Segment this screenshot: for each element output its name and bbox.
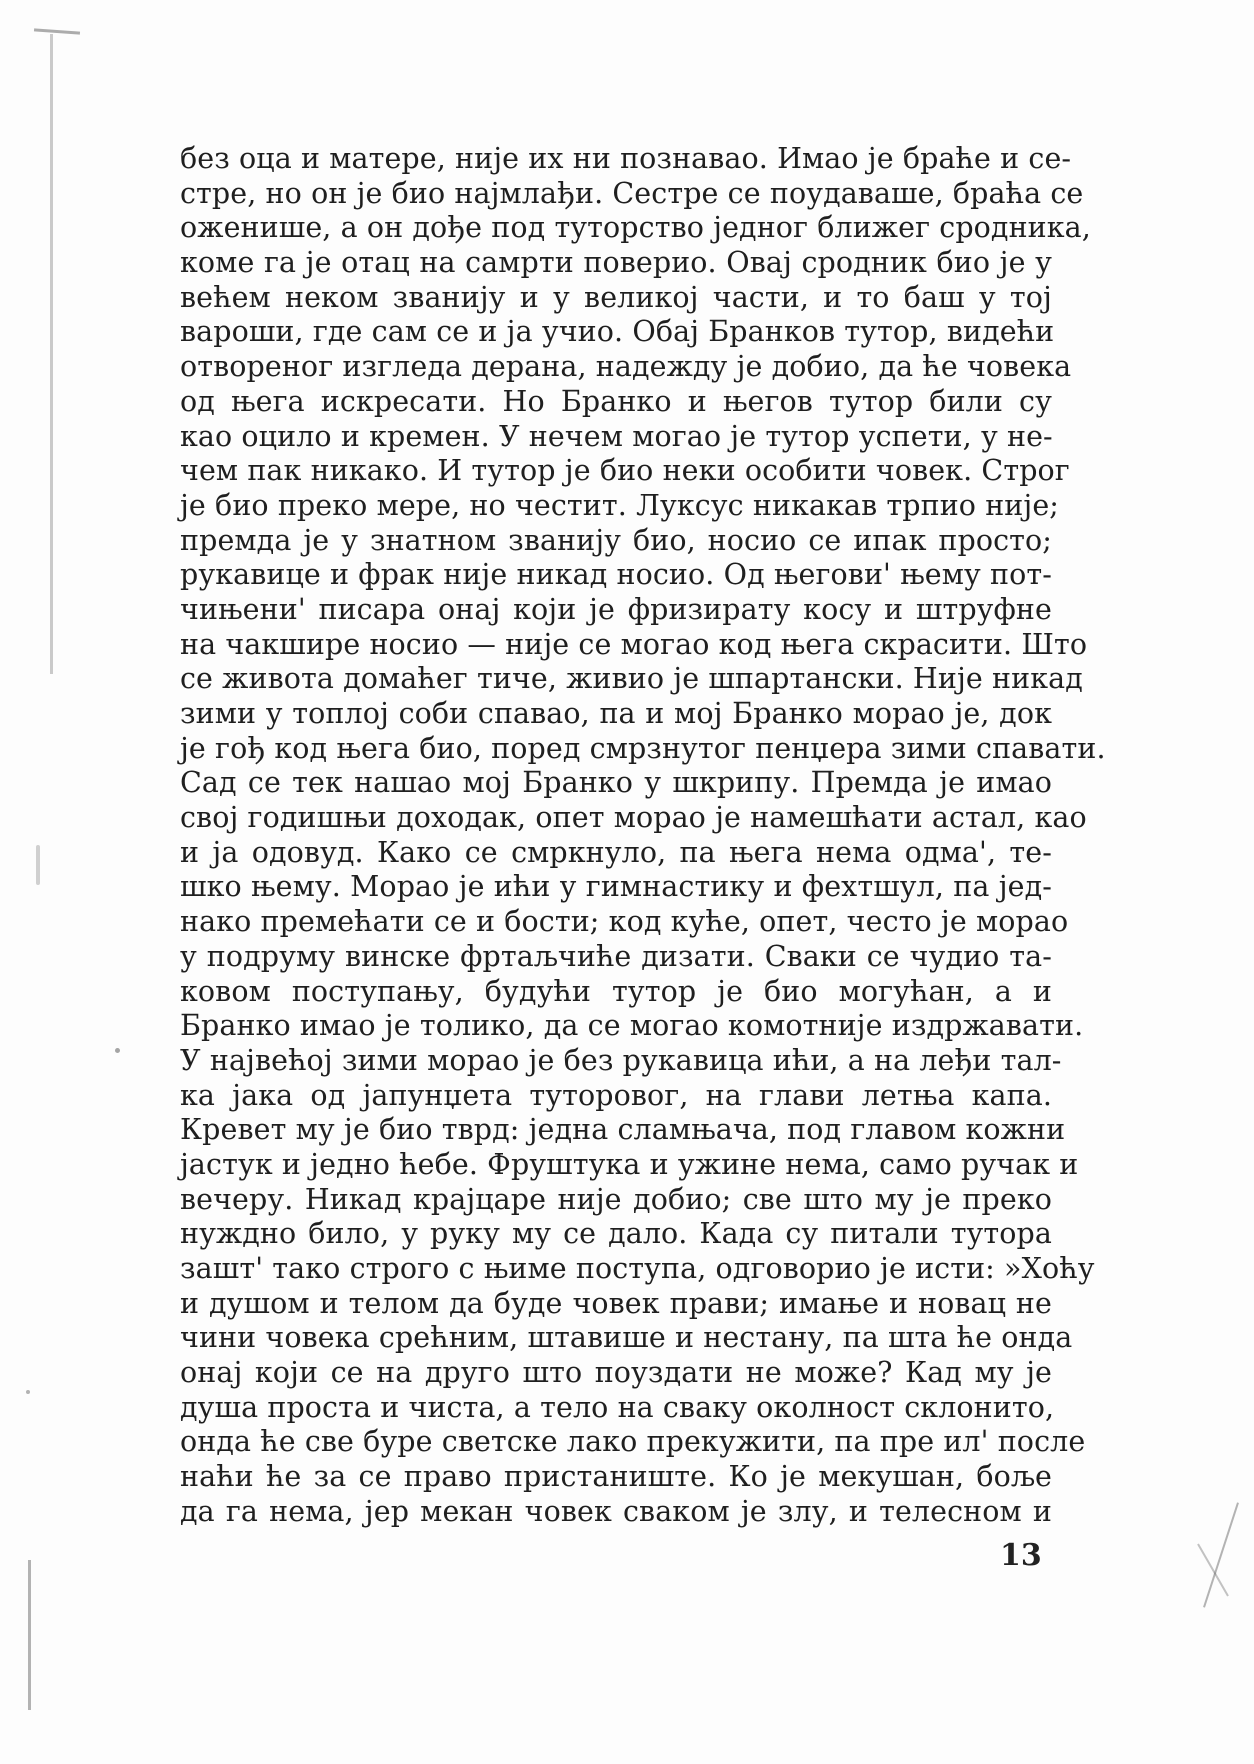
- text-line: коме га је отац на самрти поверио. Овај сродник био је у: [180, 246, 1052, 280]
- text-line: је гођ код њега био, поред смрзнутог пенџера зими спавати.: [180, 731, 1106, 765]
- text-line: је био преко мере, но честит. Луксус никакав трпио није;: [180, 488, 1059, 522]
- body-text: [180, 142, 1106, 1530]
- text-line: Бранко имао је толико, да се могао комотније издржавати.: [180, 1009, 1084, 1043]
- scan-speck: [26, 1390, 30, 1394]
- scan-edge-mark: [34, 28, 80, 34]
- text-line: чем пак никако. И тутор је био неки особити човек. Строг: [180, 454, 1070, 488]
- text-line: премда је у знатном званију био, носио се ипак просто;: [180, 523, 1052, 557]
- text-line: душа проста и чиста, а тело на сваку околност склонито,: [180, 1390, 1055, 1424]
- text-line: се живота домаћег тиче, живио је шпартански. Није никад: [180, 662, 1083, 696]
- text-line: нако премећати се и бости; код куће, опет, често је морао: [180, 905, 1069, 939]
- text-line: већем неком званију и у великој части, и то баш у тој: [180, 280, 1052, 314]
- text-line: свој годишњи доходак, опет морао је намешћати астал, као: [180, 801, 1087, 835]
- text-line: и ја одовуд. Како се смркнуло, па њега нема одма', те-: [180, 835, 1052, 869]
- text-line: зими у топлој соби спавао, па и мој Бранко морао је, док: [180, 697, 1052, 730]
- text-line: стре, но он је био најмлађи. Сестре се поудаваше, браћа се: [180, 176, 1084, 210]
- text-line: од њега искресати. Но Бранко и његов тутор били су: [180, 384, 1052, 418]
- text-line: онај који се на друго што поуздати не може? Кад му је: [180, 1356, 1052, 1390]
- text-line: зашт' тако строго с њиме поступа, одговорио је исти: »Хоћу: [180, 1252, 1095, 1285]
- text-line: као оцило и кремен. У нечем могао је тутор успети, у не-: [180, 419, 1053, 453]
- text-line: чини човека срећним, штавише и нестану, па шта ће онда: [180, 1321, 1073, 1355]
- text-line: вечеру. Никад крајцаре није добио; све што му је преко: [180, 1182, 1052, 1216]
- text-line: и душом и телом да буде човек прави; имање и новац не: [180, 1286, 1052, 1320]
- scan-edge-mark: [1203, 1502, 1239, 1607]
- text-line: онда ће све буре светске лако прекужити, па пре ил' после: [180, 1425, 1086, 1459]
- scan-edge-line: [28, 1560, 31, 1710]
- text-line: да га нема, јер мекан човек сваком је злу, и телесном и: [180, 1494, 1052, 1528]
- text-line: чињени' писара онај који је фризирату косу и штруфне: [180, 592, 1052, 626]
- text-line: без оца и матере, није их ни познавао. Имао је браће и се-: [180, 142, 1072, 175]
- text-line: јастук и једно ћебе. Фруштука и ужине нема, само ручак и: [180, 1147, 1079, 1181]
- text-line: Кревет му је био тврд: једна сламњача, под главом кожни: [180, 1113, 1066, 1147]
- text-line: вароши, где сам се и ја учио. Обај Бранков тутор, видећи: [180, 315, 1055, 349]
- text-line: шко њему. Морао је ићи у гимнастику и фехтшул, па јед-: [180, 870, 1052, 904]
- text-line: У највећој зими морао је без рукавица ићи, а на леђи тал-: [180, 1043, 1062, 1077]
- text-line: оженише, а он дође под туторство једног ближег сродника,: [180, 211, 1091, 245]
- text-line: рукавице и фрак није никад носио. Од његови' њему пот-: [180, 558, 1052, 592]
- text-line: ковом поступању, будући тутор је био могућан, а и: [180, 974, 1052, 1008]
- text-line: нуждно било, у руку му се дало. Када су питали тутора: [180, 1217, 1052, 1251]
- scan-edge-mark: [1197, 1544, 1229, 1597]
- scan-speck: [115, 1048, 120, 1053]
- text-line: Сад се тек нашао мој Бранко у шкрипу. Премда је имао: [180, 766, 1052, 800]
- text-line: наћи ће за се право пристаниште. Ко је мекушан, боље: [180, 1460, 1052, 1494]
- scan-edge-line: [50, 34, 53, 674]
- text-line: отвореног изгледа дерана, надежду је добио, да ће човека: [180, 350, 1072, 384]
- scan-speck: [36, 845, 40, 885]
- text-line: у подруму винске фртаљчиће дизати. Сваки се чудио та-: [180, 939, 1052, 973]
- text-line: ка јака од јапунџета туторовог, на глави летња капа.: [180, 1078, 1052, 1112]
- text-line: на чакшире носио — није се могао код њега скрасити. Што: [180, 627, 1088, 661]
- page-number: 13: [1000, 1538, 1042, 1573]
